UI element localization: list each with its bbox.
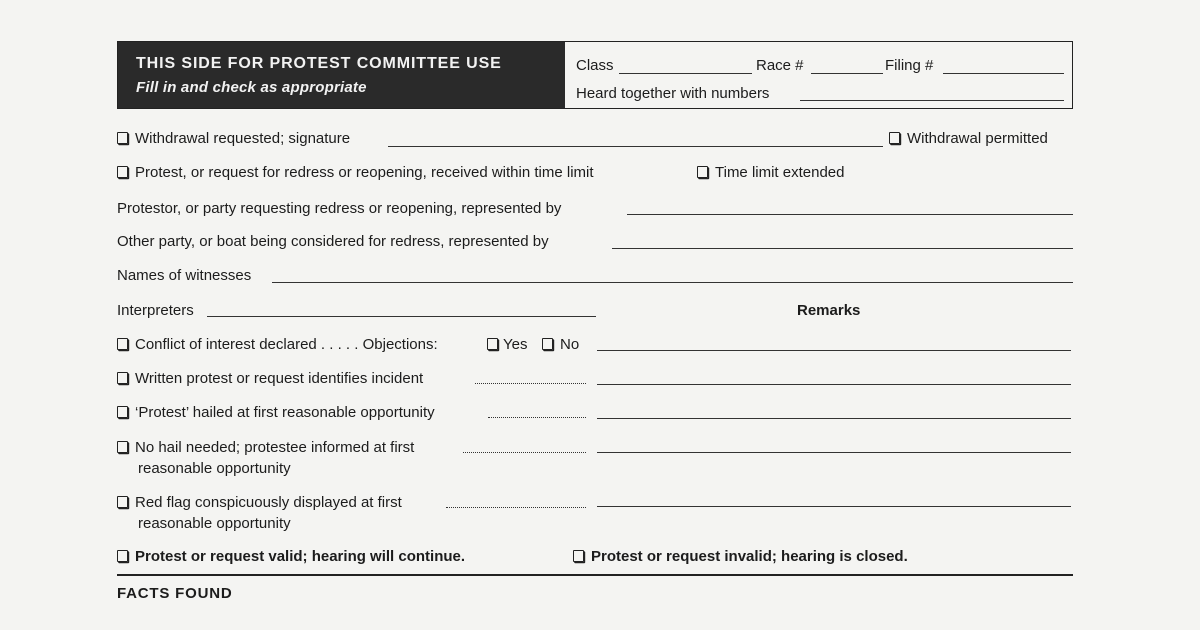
heard-together-row	[576, 85, 1064, 105]
time-limit-extended-row	[697, 164, 845, 186]
no-hail-label-line2: reasonable opportunity	[138, 460, 291, 477]
race-field[interactable]	[811, 73, 883, 74]
heard-together-field[interactable]	[800, 100, 1064, 101]
no-hail-label-line1: No hail needed; protestee informed at first	[135, 439, 415, 456]
class-field[interactable]	[619, 73, 752, 74]
witnesses-field[interactable]	[272, 282, 1073, 283]
committee-header	[117, 41, 1073, 109]
written-protest-checkbox[interactable]	[117, 372, 128, 384]
conflict-remarks-field[interactable]	[597, 350, 1071, 351]
committee-header-subtitle: Fill in and check as appropriate	[136, 79, 367, 96]
withdrawal-requested-row	[117, 130, 350, 152]
protest-hailed-label: ‘Protest’ hailed at first reasonable opportunity	[135, 404, 435, 421]
conflict-row	[117, 336, 438, 358]
objection-no-label: No	[560, 336, 580, 353]
valid-label: Protest or request valid; hearing will continue.	[135, 548, 466, 565]
conflict-checkbox[interactable]	[117, 338, 128, 350]
committee-header-banner	[118, 42, 565, 108]
section-divider	[117, 574, 1073, 576]
withdrawal-permitted-label: Withdrawal permitted	[907, 130, 1048, 147]
withdrawal-signature-field[interactable]	[388, 146, 883, 147]
protest-hailed-checkbox[interactable]	[117, 406, 128, 418]
valid-row	[117, 548, 465, 570]
protest-hailed-row	[117, 404, 435, 426]
withdrawal-permitted-checkbox[interactable]	[889, 132, 900, 144]
objection-yes-checkbox[interactable]	[487, 338, 498, 350]
remarks-heading: Remarks	[797, 302, 861, 319]
filing-label: Filing #	[885, 57, 934, 74]
objection-no-row	[542, 336, 579, 358]
invalid-checkbox[interactable]	[573, 550, 584, 562]
no-hail-row	[117, 439, 414, 461]
time-limit-extended-checkbox[interactable]	[697, 166, 708, 178]
class-label: Class	[576, 57, 614, 74]
interpreters-row	[117, 302, 194, 324]
witnesses-row	[117, 267, 251, 289]
protest-received-label: Protest, or request for redress or reopening, received within time limit	[135, 164, 594, 181]
written-protest-leader	[475, 383, 586, 384]
witnesses-label: Names of witnesses	[117, 267, 252, 284]
no-hail-remarks-field[interactable]	[597, 452, 1071, 453]
written-protest-row	[117, 370, 423, 392]
written-protest-remarks-field[interactable]	[597, 384, 1071, 385]
filing-field[interactable]	[943, 73, 1064, 74]
header-fields-row	[576, 57, 1064, 77]
protest-received-row	[117, 164, 594, 186]
red-flag-label-line2: reasonable opportunity	[138, 515, 291, 532]
protest-received-checkbox[interactable]	[117, 166, 128, 178]
withdrawal-requested-label: Withdrawal requested; signature	[135, 130, 351, 147]
objection-yes-label: Yes	[503, 336, 528, 353]
other-party-field[interactable]	[612, 248, 1073, 249]
objection-yes-row	[487, 336, 527, 358]
protest-hailed-remarks-field[interactable]	[597, 418, 1071, 419]
other-party-row	[117, 233, 549, 255]
race-label: Race #	[756, 57, 804, 74]
protestor-represented-row	[117, 200, 561, 222]
withdrawal-requested-checkbox[interactable]	[117, 132, 128, 144]
withdrawal-permitted-row	[889, 130, 1048, 152]
protest-hailed-leader	[488, 417, 586, 418]
no-hail-checkbox[interactable]	[117, 441, 128, 453]
protestor-represented-label: Protestor, or party requesting redress or reopening, represented by	[117, 200, 562, 217]
valid-checkbox[interactable]	[117, 550, 128, 562]
red-flag-checkbox[interactable]	[117, 496, 128, 508]
heard-together-label: Heard together with numbers	[576, 85, 770, 102]
red-flag-label-line1: Red flag conspicuously displayed at first	[135, 494, 402, 511]
red-flag-leader	[446, 507, 586, 508]
interpreters-label: Interpreters	[117, 302, 194, 319]
no-hail-leader	[463, 452, 586, 453]
time-limit-extended-label: Time limit extended	[715, 164, 845, 181]
written-protest-label: Written protest or request identifies incident	[135, 370, 424, 387]
objection-no-checkbox[interactable]	[542, 338, 553, 350]
invalid-label: Protest or request invalid; hearing is closed.	[591, 548, 908, 565]
protestor-represented-field[interactable]	[627, 214, 1073, 215]
header-fields	[565, 42, 1072, 108]
red-flag-row	[117, 494, 402, 516]
other-party-label: Other party, or boat being considered for redress, represented by	[117, 233, 549, 250]
red-flag-remarks-field[interactable]	[597, 506, 1071, 507]
conflict-label: Conflict of interest declared . . . . . Objections:	[135, 336, 438, 353]
interpreters-field[interactable]	[207, 316, 596, 317]
facts-found-heading: FACTS FOUND	[117, 585, 233, 602]
committee-header-title: THIS SIDE FOR PROTEST COMMITTEE USE	[136, 55, 502, 72]
invalid-row	[573, 548, 908, 570]
